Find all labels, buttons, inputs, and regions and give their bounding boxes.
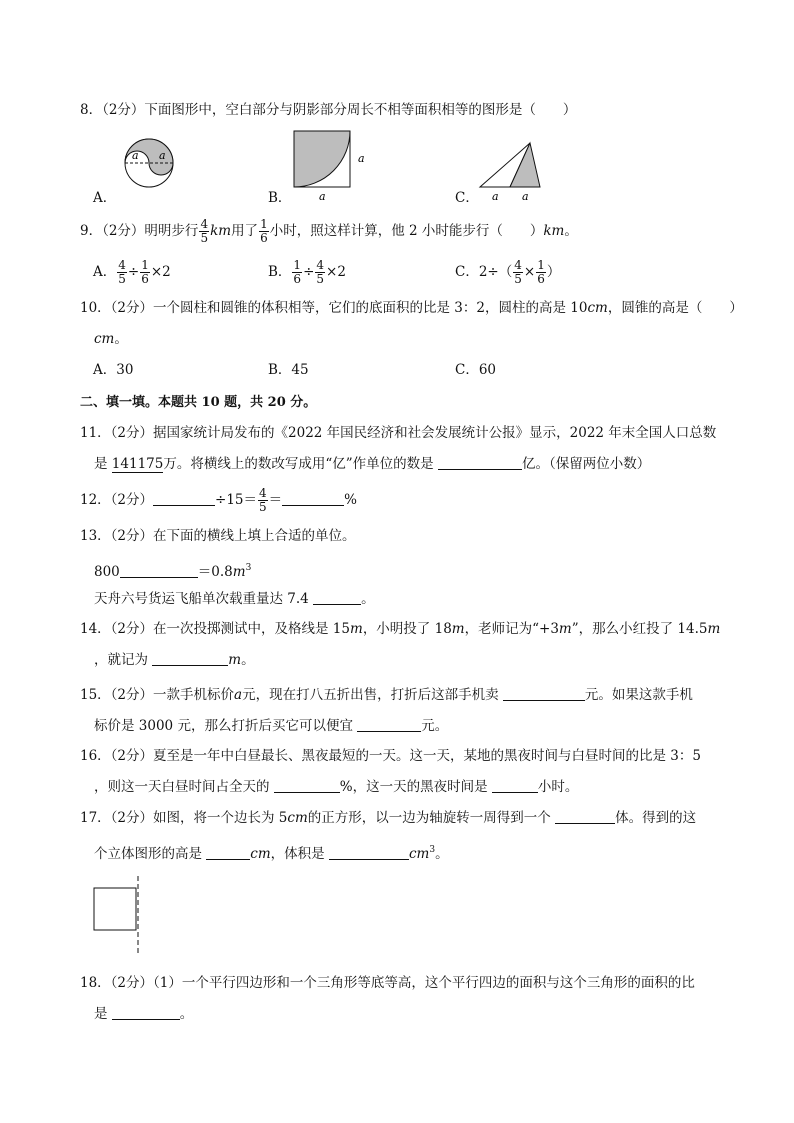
q11-number: 141175 bbox=[111, 456, 164, 472]
q8-fig-c-label-1: a bbox=[492, 190, 499, 203]
q17-blank-2[interactable] bbox=[206, 845, 250, 860]
q12-blank-2[interactable] bbox=[282, 491, 344, 506]
q16-stem-line1: 16．（2分）夏至是一年中白昼最长、黑夜最短的一天。这一天，某地的黑夜时间与白昼时间的比是 3：5 bbox=[80, 748, 701, 764]
q8-option-a[interactable]: A． bbox=[93, 190, 117, 206]
q15-blank-2[interactable] bbox=[357, 717, 421, 732]
q8-option-c[interactable]: C． bbox=[455, 190, 479, 206]
q10-option-c[interactable]: C．60 bbox=[455, 362, 497, 378]
q14-stem-line1: 14．（2分）在一次投掷测试中，及格线是 15m，小明投了 18m，老师记为“+3m”，那么小红投了 14.5m bbox=[80, 621, 721, 637]
q10-stem-line2: cm。 bbox=[94, 331, 128, 347]
q8-fig-a-label-2: a bbox=[159, 149, 166, 162]
q8-figure-a bbox=[120, 138, 180, 188]
q17-blank-3[interactable] bbox=[329, 845, 409, 860]
q9-option-c[interactable]: C．2÷（ $\frac{4}{5}$ × $\frac{1}{6}$ ） bbox=[455, 258, 561, 286]
q17-figure-square-axis bbox=[94, 876, 154, 956]
section-2-heading: 二、填一填。本题共 10 题，共 20 分。 bbox=[80, 395, 317, 410]
q8-fig-c-label-2: a bbox=[522, 190, 529, 203]
q8-figure-b bbox=[294, 131, 374, 201]
q18-answer-blank[interactable] bbox=[112, 1005, 180, 1020]
q15-stem-line2: 标价是 3000 元，那么打折后买它可以便宜 元。 bbox=[94, 718, 449, 734]
q14-answer-blank[interactable] bbox=[152, 651, 228, 666]
q18-stem-line2: 是 。 bbox=[94, 1006, 194, 1022]
q17-blank-1[interactable] bbox=[555, 809, 615, 824]
q8-option-b[interactable]: B． bbox=[268, 190, 292, 206]
q16-stem-line2: ，则这一天白昼时间占全天的 %，这一天的黑夜时间是 小时。 bbox=[94, 779, 579, 795]
q9-option-b[interactable]: B． $\frac{1}{6}$ ÷ $\frac{4}{5}$ ×2 bbox=[268, 258, 346, 286]
q9-frac-1-6: $\frac{1}{6}$ bbox=[260, 217, 268, 245]
q9-option-a[interactable]: A． $\frac{4}{5}$ ÷ $\frac{1}{6}$ ×2 bbox=[93, 258, 171, 286]
q11-answer-blank[interactable] bbox=[438, 455, 522, 470]
q16-blank-2[interactable] bbox=[492, 778, 538, 793]
q8-fig-b-label-base: a bbox=[319, 190, 326, 203]
q10-stem-line1: 10．（2分）一个圆柱和圆锥的体积相等，它们的底面积的比是 3：2，圆柱的高是 10cm，圆锥的高是（ ） bbox=[80, 300, 743, 316]
q15-blank-1[interactable] bbox=[503, 686, 585, 701]
q13-blank-1[interactable] bbox=[120, 563, 198, 578]
q13-stem: 13．（2分）在下面的横线上填上合适的单位。 bbox=[80, 528, 356, 544]
q9-frac-4-5: $\frac{4}{5}$ bbox=[200, 217, 209, 245]
q8-stem: 8．（2分）下面图形中，空白部分与阴影部分周长不相等面积相等的图形是（ ） bbox=[80, 102, 577, 118]
q13-line2: 天舟六号货运飞船单次载重量达 7.4 。 bbox=[94, 591, 375, 607]
q10-option-b[interactable]: B．45 bbox=[268, 362, 309, 378]
q8-figure-c bbox=[480, 143, 560, 203]
q15-stem-line1: 15．（2分）一款手机标价a元，现在打八五折出售，打折后这部手机卖 元。如果这款手机 bbox=[80, 687, 693, 703]
q13-line1: $800 =0.8m^3$ bbox=[94, 563, 252, 580]
q8-fig-b-label-side: a bbox=[358, 152, 365, 165]
q12-stem: 12．（2分） ÷15＝ $\frac{4}{5}$ ＝ % bbox=[80, 486, 357, 514]
q14-stem-line2: ，就记为 m。 bbox=[94, 652, 255, 668]
q16-blank-1[interactable] bbox=[274, 778, 340, 793]
q11-stem-line2: 是 141175万。将横线上的数改写成用“亿”作单位的数是 亿。（保留两位小数） bbox=[94, 456, 651, 472]
q8-fig-a-label-1: a bbox=[132, 149, 139, 162]
q10-option-a[interactable]: A．30 bbox=[93, 362, 134, 378]
q12-blank-1[interactable] bbox=[153, 491, 215, 506]
q9-stem: 9．（2分）明明步行 $\frac{4}{5}$ km用了 $\frac{1}{6}$ 小时，照这样计算，他 2 小时能步行（ ）km。 bbox=[80, 217, 578, 245]
q17-stem-line1: 17．（2分）如图，将一个边长为 5cm的正方形，以一边为轴旋转一周得到一个 体。得到的这 bbox=[80, 810, 697, 826]
q11-stem-line1: 11．（2分）据国家统计局发布的《2022 年国民经济和社会发展统计公报》显示，2022 年末全国人口总数 bbox=[80, 425, 717, 441]
q13-blank-2[interactable] bbox=[313, 590, 361, 605]
q17-stem-line2: 个立体图形的高是 cm，体积是 $cm^3$。 bbox=[94, 845, 449, 862]
q18-stem-line1: 18．（2分）（1）一个平行四边形和一个三角形等底等高，这个平行四边的面积与这个三角形的面积的比 bbox=[80, 975, 695, 991]
